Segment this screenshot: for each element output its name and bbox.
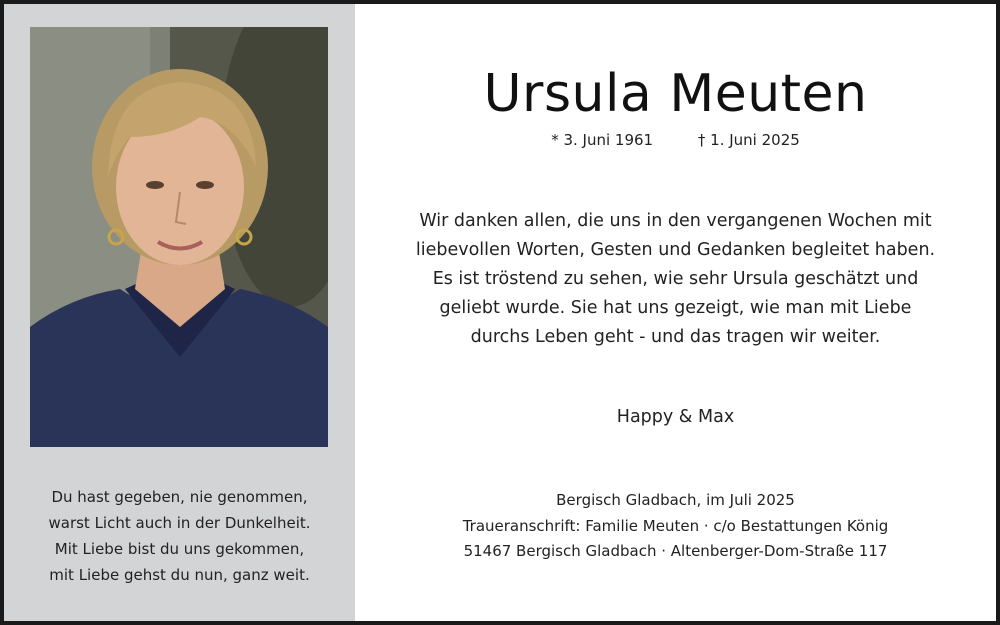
poem — [4, 484, 355, 588]
poem-line: warst Licht auch in der Dunkelheit. — [48, 514, 311, 532]
signature: Happy & Max — [616, 407, 735, 427]
place-date: Bergisch Gladbach, im Juli 2025 — [556, 491, 795, 509]
death-date: † 1. Juni 2025 — [697, 131, 800, 149]
portrait-photo — [30, 27, 328, 447]
poem-line: Du hast gegeben, nie genommen, — [51, 488, 308, 506]
life-dates — [355, 130, 996, 150]
main-content — [355, 4, 996, 621]
poem-line: mit Liebe gehst du nun, ganz weit. — [49, 566, 310, 584]
message-line: durchs Leben geht - und das tragen wir weiter. — [470, 327, 881, 347]
message-line: Es ist tröstend zu sehen, wie sehr Ursula geschätzt und — [432, 269, 919, 289]
address-line: Traueranschrift: Familie Meuten · c/o Bestattungen König — [462, 516, 889, 535]
message-line: liebevollen Worten, Gesten und Gedanken begleitet haben. — [415, 240, 936, 260]
message-line: Wir danken allen, die uns in den vergangenen Wochen mit — [419, 211, 932, 231]
message-line: geliebt wurde. Sie hat uns gezeigt, wie man mit Liebe — [439, 298, 912, 318]
birth-date: * 3. Juni 1961 — [551, 131, 654, 149]
mourning-address — [355, 488, 996, 565]
left-panel — [4, 4, 355, 621]
address-line: 51467 Bergisch Gladbach · Altenberger-Dom-Straße 117 — [463, 542, 888, 560]
poem-line: Mit Liebe bist du uns gekommen, — [54, 540, 305, 558]
deceased-name: Ursula Meuten — [483, 64, 868, 124]
thank-you-message — [355, 207, 996, 352]
